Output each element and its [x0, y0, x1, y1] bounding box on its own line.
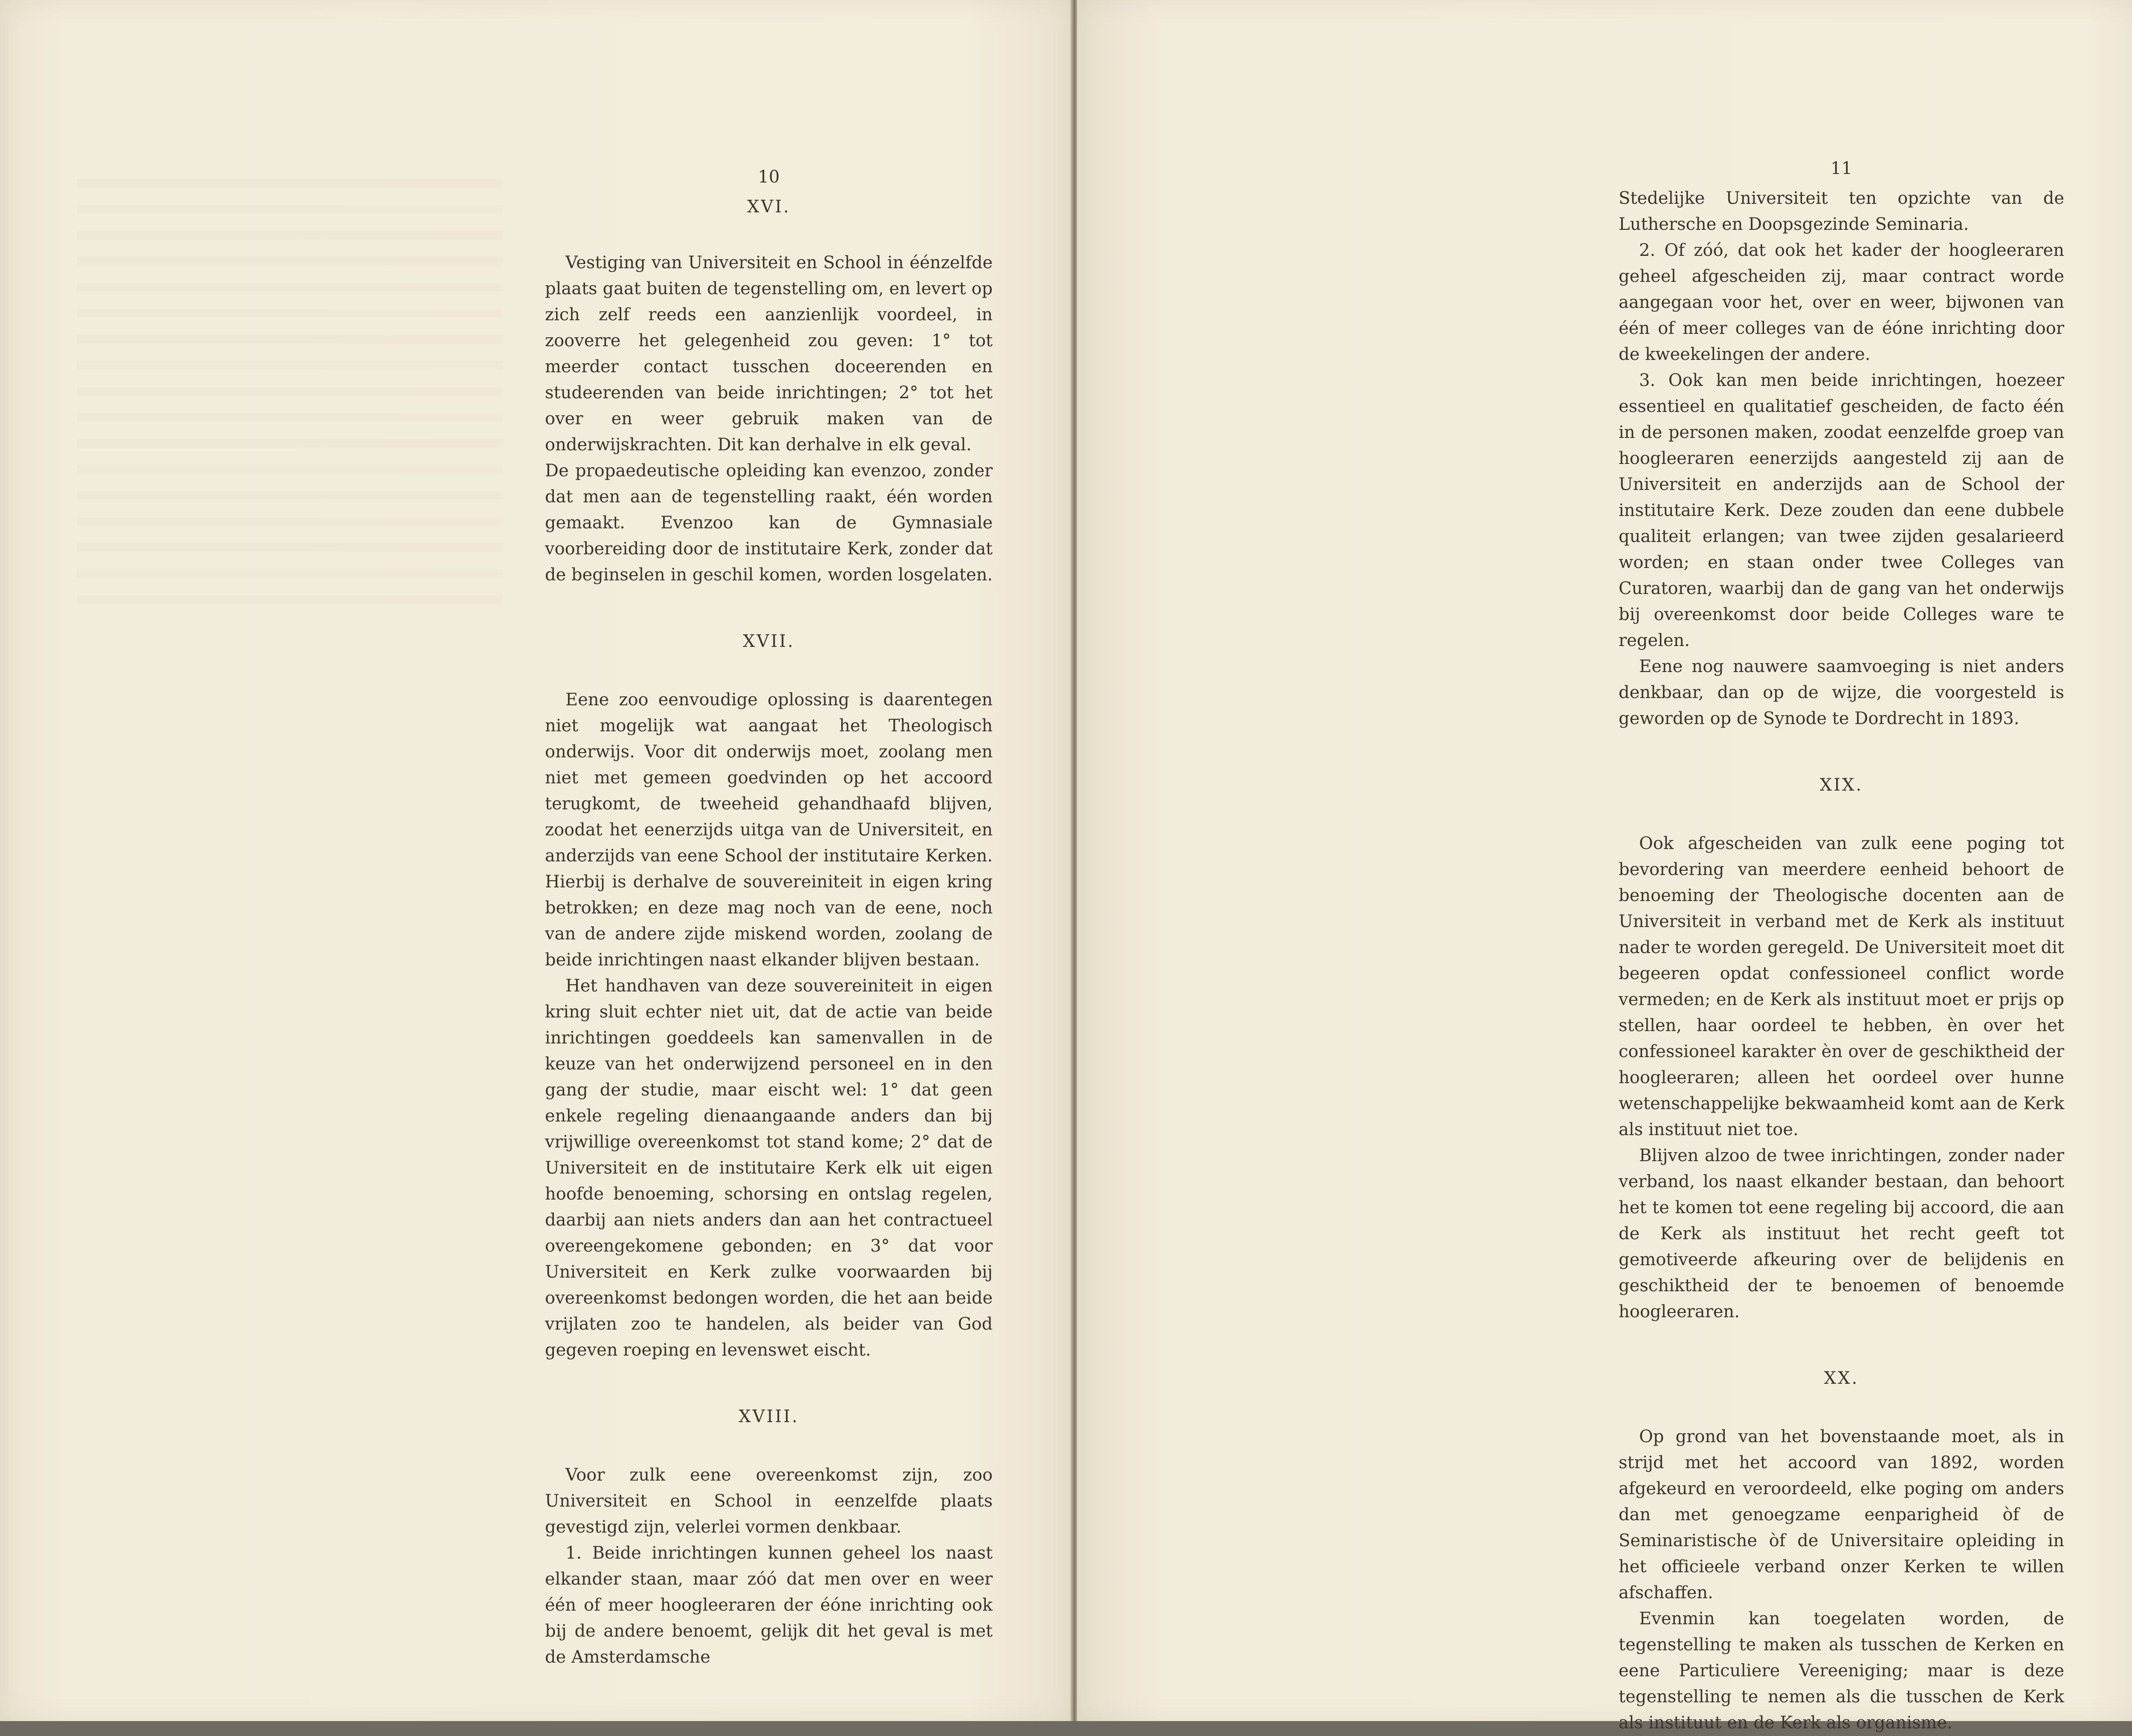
page-number: 11: [1831, 159, 1852, 178]
paragraph: Ook afgescheiden van zulk eene poging tot bevordering van meerdere eenheid behoort de benoeming der Theologische docenten aan de Universiteit in verband met de Kerk als instituut nader te worden geregeld. De Universiteit moet dit begeeren opdat confessioneel conflict worde vermeden; en de Kerk als instituut moet er prijs op stellen, haar oordeel te hebben, èn over het confessioneel karakter èn over de geschiktheid der hoogleeraren; alleen het oordeel over hunne wetenschappelijke bekwaamheid komt aan de Kerk als instituut niet toe.: [1619, 834, 2064, 1139]
left-text-column: [545, 160, 993, 1670]
page-number: 10: [758, 167, 780, 187]
section-heading-xviii: XVIII.: [739, 1407, 799, 1426]
paragraph: 1. Beide inrichtingen kunnen geheel los naast elkander staan, maar zóó dat men over en weer één of meer hoogleeraren der éóne inrichting ook bij de andere benoemt, gelijk dit het geval is met de Amsterdamsche: [545, 1543, 993, 1667]
paragraph: Voor zulk eene overeenkomst zijn, zoo Universiteit en School in eenzelfde plaats gevestigd zijn, velerlei vormen denkbaar.: [545, 1465, 993, 1537]
paragraph: Op grond van het bovenstaande moet, als in strijd met het accoord van 1892, worden afgekeurd en veroordeeld, elke poging om anders dan met genoegzame eenparigheid òf de Seminaristische òf de Universitaire opleiding in het officieele verband onzer Kerken te willen afschaffen.: [1619, 1427, 2064, 1603]
paragraph: Stedelijke Universiteit ten opzichte van de Luthersche en Doopsgezinde Seminaria.: [1619, 188, 2064, 234]
paragraph: Eene nog nauwere saamvoeging is niet anders denkbaar, dan op de wijze, die voorgesteld is geworden op de Synode te Dordrecht in 1893.: [1619, 657, 2064, 728]
paragraph: Evenmin kan toegelaten worden, de tegenstelling te maken als tusschen de Kerken en eene Particuliere Vereeniging; maar is deze tegenstelling te nemen als die tusschen de Kerk als instituut en de Kerk als organisme.: [1619, 1609, 2064, 1733]
paragraph: Vestiging van Universiteit en School in éénzelfde plaats gaat buiten de tegenstelling om, en levert op zich zelf reeds een aanzienlijk voordeel, in zooverre het gelegenheid zou geven: 1° tot meerder contact tusschen doceerenden en studeerenden van beide inrichtingen; 2° tot het over en weer gebruik maken van de onderwijskrachten. Dit kan derhalve in elk geval.: [545, 253, 993, 455]
paragraph: De propaedeutische opleiding kan evenzoo, zonder dat men aan de tegenstelling raakt, één worden gemaakt. Evenzoo kan de Gymnasiale voorbereiding door de institutaire Kerk, zonder dat de beginselen in geschil komen, worden losgelaten.: [545, 461, 993, 585]
paragraph: Eene zoo eenvoudige oplossing is daarentegen niet mogelijk wat aangaat het Theologisch onderwijs. Voor dit onderwijs moet, zoolang men niet met gemeen goedvinden op het accoord terugkomt, de tweeheid gehandhaafd blijven, zoodat het eenerzijds uitga van de Universiteit, en anderzijds van eene School der institutaire Kerken. Hierbij is derhalve de souvereiniteit in eigen kring betrokken; en deze mag noch van de eene, noch van de andere zijde miskend worden, zoolang de beide inrichtingen naast elkander blijven bestaan.: [545, 690, 993, 970]
paragraph: 3. Ook kan men beide inrichtingen, hoezeer essentieel en qualitatief gescheiden, de facto één in de personen maken, zoodat eenzelfde groep van hoogleeraren eenerzijds aangesteld zij aan de Universiteit en anderzijds aan de School der institutaire Kerk. Deze zouden dan eene dubbele qualiteit erlangen; van twee zijden gesalarieerd worden; en staan onder twee Colleges van Curatoren, waarbij dan de gang van het onderwijs bij overeenkomst door beide Colleges ware te regelen.: [1619, 371, 2064, 650]
paragraph: Blijven alzoo de twee inrichtingen, zonder nader verband, los naast elkander bestaan, dan behoort het te komen tot eene regeling bij accoord, die aan de Kerk als instituut het recht geeft tot gemotiveerde afkeuring over de belijdenis en geschiktheid der te benoemen of benoemde hoogleeraren.: [1619, 1146, 2064, 1322]
paragraph: 2. Of zóó, dat ook het kader der hoogleeraren geheel afgescheiden zij, maar contract worde aangegaan voor het, over en weer, bijwonen van één of meer colleges van de éóne inrichting door de kweekelingen der andere.: [1619, 241, 2064, 364]
section-heading-xix: XIX.: [1819, 775, 1863, 795]
paragraph: Het handhaven van deze souvereiniteit in eigen kring sluit echter niet uit, dat de actie van beide inrichtingen goeddeels kan samenvallen in de keuze van het onderwijzend personeel en in den gang der studie, maar eischt wel: 1° dat geen enkele regeling dienaangaande anders dan bij vrijwillige overeenkomst tot stand kome; 2° dat de Universiteit en de institutaire Kerk elk uit eigen hoofde benoeming, schorsing en ontslag regelen, daarbij aan niets anders dan aan het contractueel overeengekomene gebonden; en 3° dat voor Universiteit en Kerk zulke voorwaarden bij overeenkomst bedongen worden, die het aan beide vrijlaten zoo te handelen, als beider van God gegeven roeping en levenswet eischt.: [545, 976, 993, 1360]
section-heading-xx: XX.: [1824, 1368, 1859, 1388]
section-heading-xvi: XVI.: [747, 197, 791, 217]
section-heading-xvii: XVII.: [743, 632, 795, 651]
right-text-column: [1619, 151, 2064, 1736]
show-through-text: [77, 179, 503, 606]
left-page: [0, 0, 1071, 1721]
